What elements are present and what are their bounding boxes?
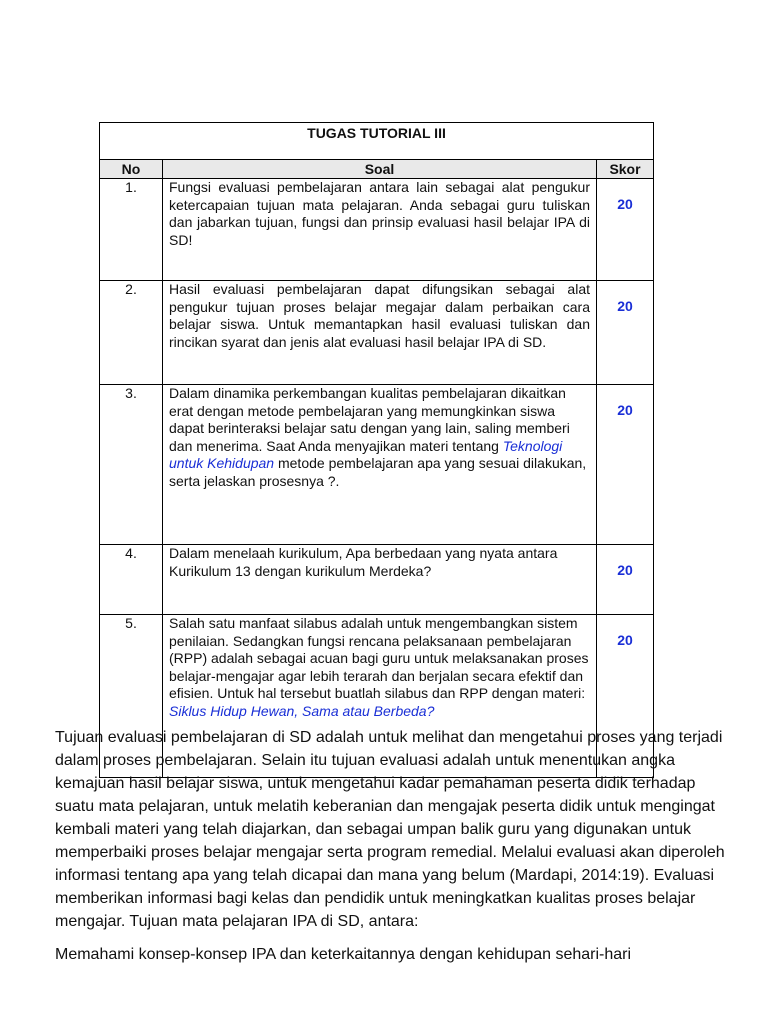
tutorial-table — [99, 122, 654, 778]
question-text — [163, 385, 597, 545]
question-text: Dalam menelaah kurikulum, Apa berbedaan yang nyata antara Kurikulum 13 dengan kurikulum Merdeka? — [163, 545, 597, 615]
header-skor: Skor — [597, 160, 654, 179]
row-number: 3. — [100, 385, 163, 545]
question-text-part: Salah satu manfaat silabus adalah untuk mengembangkan sistem penilaian. Sedangkan fungsi rencana pelaksanaan pembelajaran (RPP) adalah sebagai acuan bagi guru untuk melaksanakan proses belajar-mengajar agar lebih terarah dan berjalan secara efektif dan efisien. Untuk hal tersebut buatlah silabus dan RPP dengan materi: — [169, 615, 589, 701]
header-no: No — [100, 160, 163, 179]
table-title: TUGAS TUTORIAL III — [100, 123, 654, 160]
question-text: Hasil evaluasi pembelajaran dapat difungsikan sebagai alat pengukur tujuan proses belajar megajar dalam perbaikan cara belajar siswa. Untuk memantapkan hasil evaluasi tuliskan dan rincikan syarat dan jenis alat evaluasi hasil belajar IPA di SD. — [163, 281, 597, 385]
body-paragraph: Tujuan evaluasi pembelajaran di SD adalah untuk melihat dan mengetahui proses yang terjadi dalam proses pembelajaran. Selain itu tujuan evaluasi adalah untuk menentukan angka kemajuan hasil belajar siswa, untuk mengetahui kadar pemahaman peserta didik terhadap suatu mata pelajaran, untuk melatih keberanian dan mengajak peserta didik untuk mengingat kembali materi yang telah diajarkan, dan sebagai umpan balik guru yang digunakan untuk memperbaiki proses belajar mengajar serta program remedial. Melalui evaluasi akan diperoleh informasi tentang apa yang telah dicapai dan mana yang belum (Mardapi, 2014:19). Evaluasi memberikan informasi bagi kelas dan pendidik untuk meningkatkan kualitas proses belajar mengajar. Tujuan mata pelajaran IPA di SD, antara: — [55, 729, 725, 930]
row-number: 4. — [100, 545, 163, 615]
body-paragraph: Memahami konsep-konsep IPA dan keterkaitannya dengan kehidupan sehari-hari — [55, 946, 632, 963]
score-value: 20 — [597, 545, 654, 615]
table-row — [100, 281, 654, 385]
score-value: 20 — [597, 281, 654, 385]
question-text-part: Dalam dinamika perkembangan kualitas pembelajaran dikaitkan erat dengan metode pembelajaran yang memungkinkan siswa dapat berinteraksi belajar satu dengan yang lain, saling memberi dan menerima. Saat Anda menyajikan materi tentang — [169, 385, 570, 454]
score-value: 20 — [597, 179, 654, 281]
table-row — [100, 545, 654, 615]
header-soal: Soal — [163, 160, 597, 179]
table-header-row — [100, 160, 654, 179]
table-row — [100, 385, 654, 545]
score-value: 20 — [597, 385, 654, 545]
score-value: 20 — [597, 615, 654, 778]
topic-link-text: Siklus Hidup Hewan, Sama atau Berbeda? — [169, 702, 435, 719]
row-number: 5. — [100, 615, 163, 778]
question-text: Fungsi evaluasi pembelajaran antara lain sebagai alat pengukur ketercapaian tujuan mata pelajaran. Anda sebagai guru tuliskan dan jabarkan tujuan, fungsi dan prinsip evaluasi hasil belajar IPA di SD! — [163, 179, 597, 281]
row-number: 2. — [100, 281, 163, 385]
topic-link-text: Teknologi untuk Kehidupan — [169, 437, 563, 471]
row-number: 1. — [100, 179, 163, 281]
table-row — [100, 179, 654, 281]
question-text-part: metode pembelajaran apa yang sesuai dilakukan, serta jelaskan prosesnya ?. — [169, 455, 587, 489]
